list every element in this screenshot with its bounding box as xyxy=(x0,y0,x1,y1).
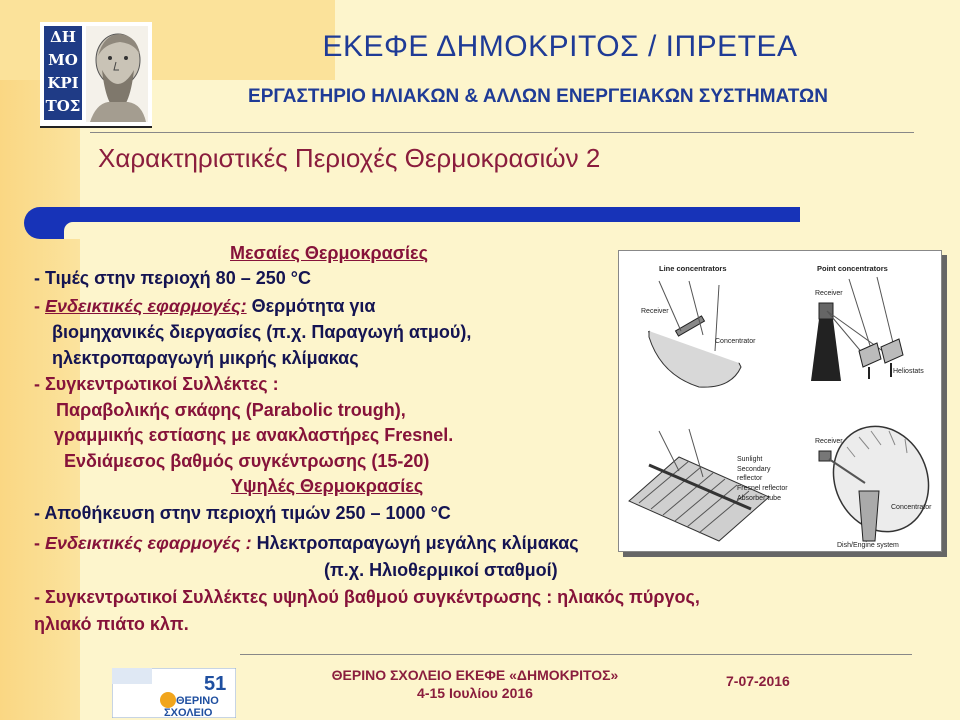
applications-label: Ενδεικτικές εφαρμογές: xyxy=(45,296,247,316)
footer-event-name: ΘΕΡΙΝΟ ΣΧΟΛΕΙΟ ΕΚΕΦΕ «ΔΗΜΟΚΡΙΤΟΣ» xyxy=(331,667,619,683)
medium-collectors-line-4: Ενδιάμεσος βαθμός συγκέντρωσης (15-20) xyxy=(64,451,430,471)
logo-number: 51 xyxy=(204,673,227,695)
footer-event-dates: 4-15 Ιουλίου 2016 xyxy=(417,685,533,701)
applications-label: Ενδεικτικές εφαρμογές : xyxy=(45,533,252,553)
high-applications-line xyxy=(34,531,579,555)
absorber-tube-label: Absorber tube xyxy=(737,495,781,502)
summer-school-logo xyxy=(112,668,236,718)
medium-range-line: - Τιμές στην περιοχή 80 – 250 °C xyxy=(34,268,311,288)
logo-letters-row: ΤΟΣ xyxy=(45,97,81,115)
logo-letters-row: ΔΗ xyxy=(50,28,76,46)
sunlight-label: Sunlight xyxy=(737,456,763,463)
logo-word-1: ΘΕΡΙΝΟ xyxy=(176,695,219,707)
footer-divider xyxy=(240,654,912,655)
high-collectors-line-2: ηλιακό πιάτο κλπ. xyxy=(34,614,189,634)
medium-collectors-line: - Συγκεντρωτικοί Συλλέκτες : xyxy=(34,374,279,394)
democritus-bust-icon xyxy=(86,26,148,122)
receiver-label: Receiver xyxy=(815,290,843,297)
receiver-label: Receiver xyxy=(641,308,669,315)
line-concentrators-label: Line concentrators xyxy=(659,264,727,273)
point-concentrators-label: Point concentrators xyxy=(817,264,888,273)
concentrator-label: Concentrator xyxy=(715,338,756,345)
logo-word-2: ΣΧΟΛΕΙΟ xyxy=(164,707,213,718)
logo-letters-row: ΜΟ xyxy=(48,51,78,69)
secondary-reflector-label-2: reflector xyxy=(737,475,763,482)
demokritos-logo xyxy=(40,22,152,128)
logo-letters-row: ΚΡΙ xyxy=(47,74,79,92)
laboratory-subtitle: ΕΡΓΑΣΤΗΡΙΟ ΗΛΙΑΚΩΝ & ΑΛΛΩΝ ΕΝΕΡΓΕΙΑΚΩΝ ΣΥΣΤΗΜΑΤΩΝ xyxy=(248,86,828,107)
blue-bar-notch xyxy=(64,222,800,239)
concentrators-figure xyxy=(618,250,942,552)
high-range-line: - Αποθήκευση στην περιοχή τιμών 250 – 1000 °C xyxy=(34,503,451,523)
heliostats-label: Heliostats xyxy=(893,368,924,375)
applications-text: Ηλεκτροπαραγωγή μεγάλης κλίμακας xyxy=(251,533,579,553)
medium-temperatures-heading: Μεσαίες Θερμοκρασίες xyxy=(230,243,428,263)
receiver-label: Receiver xyxy=(815,438,843,445)
bullet-dash: - xyxy=(34,533,45,553)
header-divider xyxy=(90,132,914,133)
bullet-dash: - xyxy=(34,296,45,316)
medium-applications-line-3: ηλεκτροπαραγωγή μικρής κλίμακας xyxy=(52,348,359,368)
medium-applications-line-2: βιομηχανικές διεργασίες (π.χ. Παραγωγή ατμού), xyxy=(52,322,472,342)
applications-text: Θερμότητα για xyxy=(246,296,376,316)
dish-engine-label: Dish/Engine system xyxy=(837,542,899,549)
organization-title: ΕΚΕΦΕ ΔΗΜΟΚΡΙΤΟΣ / ΙΠΡΕΤΕΑ xyxy=(322,30,798,63)
high-collectors-line: - Συγκεντρωτικοί Συλλέκτες υψηλού βαθμού συγκέντρωσης : ηλιακός πύργος, xyxy=(34,587,700,607)
secondary-reflector-label: Secondary xyxy=(737,466,771,473)
concentrators-illustration xyxy=(619,251,941,551)
high-applications-line-2: (π.χ. Ηλιοθερμικοί σταθμοί) xyxy=(324,560,558,580)
medium-collectors-line-2: Παραβολικής σκάφης (Parabolic trough), xyxy=(56,400,406,420)
medium-collectors-line-3: γραμμικής εστίασης με ανακλαστήρες Fresnel. xyxy=(54,425,454,445)
logo-letters xyxy=(44,26,82,120)
concentrator-label: Concentrator xyxy=(891,504,932,511)
footer-date: 7-07-2016 xyxy=(726,673,790,689)
slide-title: Χαρακτηριστικές Περιοχές Θερμοκρασιών 2 xyxy=(98,143,601,173)
medium-applications-line xyxy=(34,294,376,318)
high-temperatures-heading: Υψηλές Θερμοκρασίες xyxy=(231,476,424,496)
fresnel-reflector-label: Fresnel reflector xyxy=(737,485,788,492)
footer-event-info xyxy=(290,666,660,702)
